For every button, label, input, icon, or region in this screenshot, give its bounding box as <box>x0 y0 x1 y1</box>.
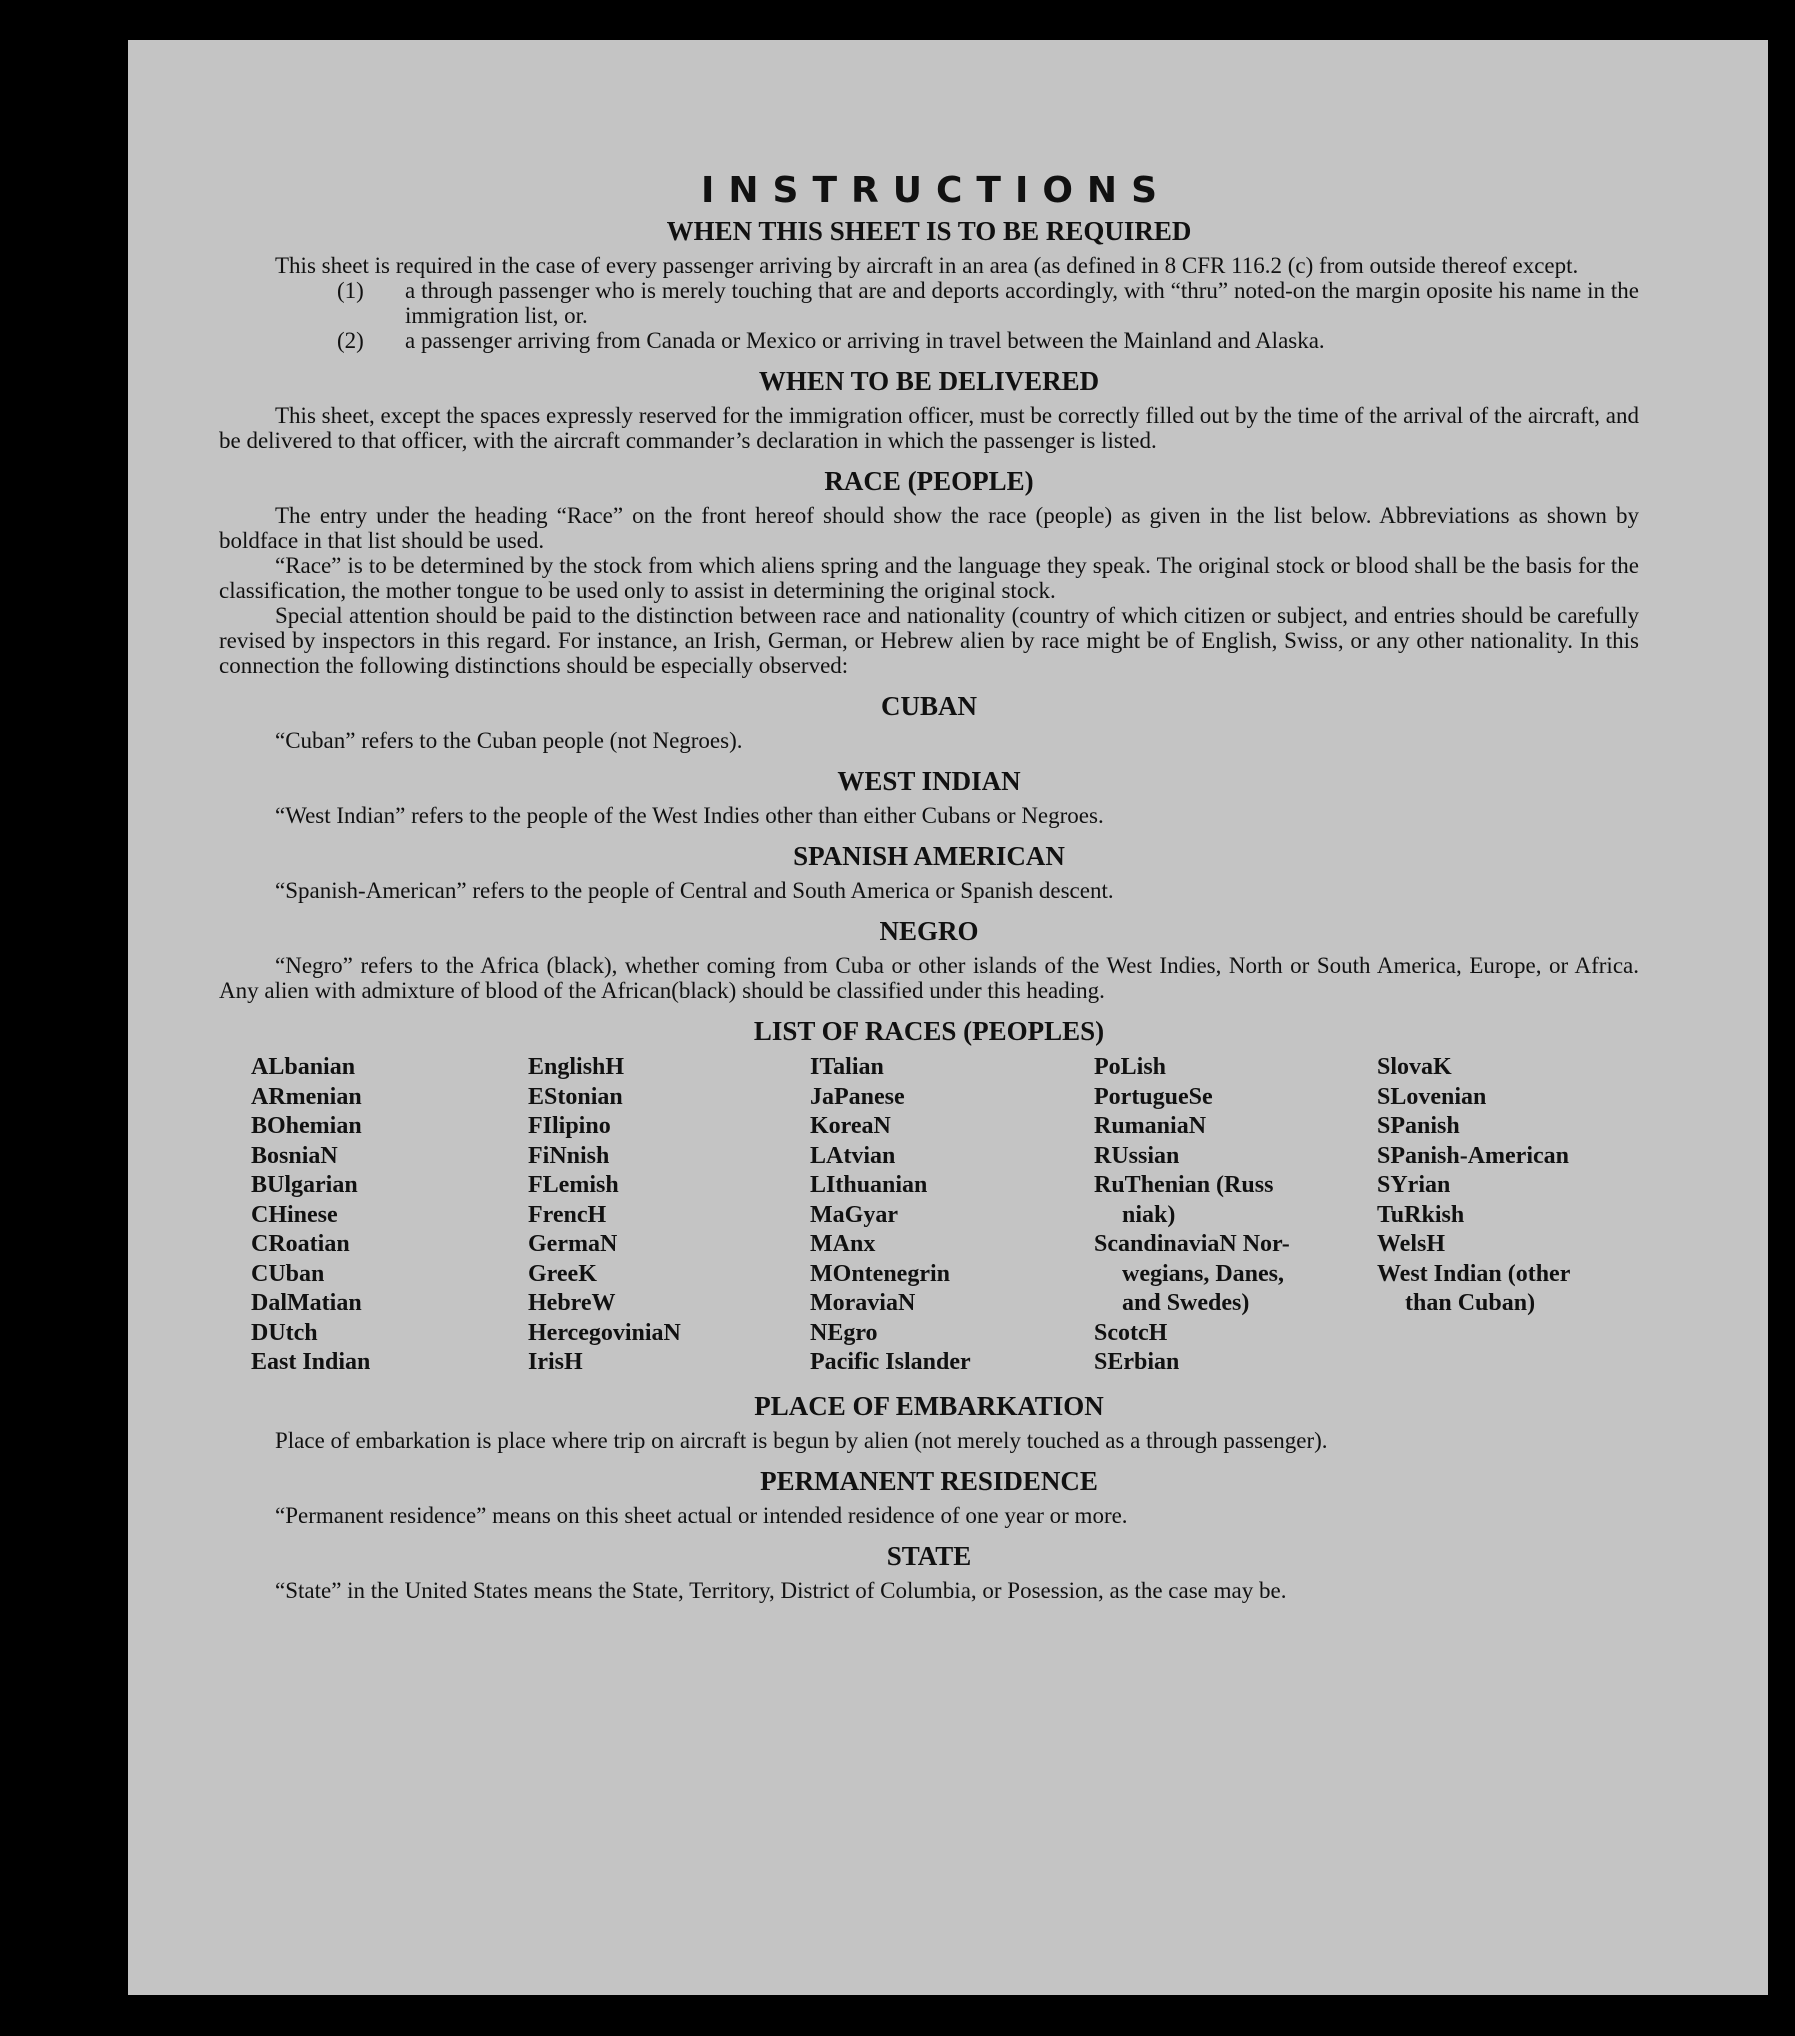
races-column <box>1377 1053 1637 1378</box>
races-list <box>251 1053 1639 1378</box>
race-entry: MAnx <box>810 1231 876 1257</box>
race-entry: FiNnish <box>528 1142 610 1169</box>
race-entry: HercegoviniaN <box>528 1319 681 1346</box>
race-entry: HebreW <box>528 1290 616 1316</box>
exception-text: a passenger arriving from Canada or Mexico or arriving in travel between the Mainland and Alaska. <box>405 328 1325 353</box>
race-paragraph: Special attention should be paid to the distinction between race and nationality (country of which citizen or subject, and entries should be carefully revised by inspectors in this regard. For instance, an Irish, German, or Hebrew alien by race might be of English, Swiss, or any other nationality. In this connection the following distinctions should be especially observed: <box>219 603 1639 678</box>
race-entry: WelsH <box>1377 1231 1446 1257</box>
race-entry-continued: than Cuban) <box>1405 1290 1536 1316</box>
race-entry: East Indian <box>251 1349 371 1375</box>
race-entry: SYrian <box>1377 1172 1451 1198</box>
when-required-heading: WHEN THIS SHEET IS TO BE REQUIRED <box>666 216 1192 246</box>
races-column <box>528 1053 810 1378</box>
west-indian-text: “West Indian” refers to the people of the West Indies other than either Cubans or Negroes. <box>275 803 1104 828</box>
race-entry: SErbian <box>1094 1349 1180 1375</box>
races-column <box>1094 1053 1377 1378</box>
negro-text: “Negro” refers to the Africa (black), whether coming from Cuba or other islands of the West Indies, North or South America, Europe, or Africa. Any alien with admixture of blood of the African(black) should be classified under this heading. <box>219 953 1639 1003</box>
race-entry: ITalian <box>810 1054 884 1080</box>
race-entry: PortugueSe <box>1094 1083 1213 1110</box>
exception-text: a through passenger who is merely touching that are and deports accordingly, with “thru” noted-on the margin oposite his name in the immigration list, or. <box>405 278 1639 328</box>
page-title: INSTRUCTIONS <box>701 170 1171 211</box>
when-delivered-text: This sheet, except the spaces expressly reserved for the immigration officer, must be correctly filled out by the time of the arrival of the aircraft, and be delivered to that officer, with the aircraft commander’s declaration in which the passenger is listed. <box>219 403 1639 453</box>
race-entry: LAtvian <box>810 1142 896 1169</box>
cuban-text: “Cuban” refers to the Cuban people (not Negroes). <box>275 728 743 753</box>
race-entry: TuRkish <box>1377 1201 1465 1228</box>
race-entry: BosniaN <box>251 1142 338 1169</box>
spanish-american-text: “Spanish-American” refers to the people of Central and South America or Spanish descent. <box>275 878 1114 903</box>
race-entry: GreeK <box>528 1260 597 1287</box>
race-entry: SlovaK <box>1377 1054 1452 1080</box>
race-entry: West Indian (other <box>1377 1260 1571 1287</box>
race-entry: KoreaN <box>810 1113 891 1139</box>
race-entry: CHinese <box>251 1201 338 1228</box>
race-entry-continued: wegians, Danes, <box>1122 1260 1285 1287</box>
races-column <box>810 1053 1094 1378</box>
race-entry: CUban <box>251 1260 325 1287</box>
exception-item <box>219 278 1639 328</box>
when-required-intro: This sheet is required in the case of every passenger arriving by aircraft in an area (as defined in 8 CFR 116.2 (c) from outside thereof except. <box>275 253 1579 278</box>
race-entry: ScandinaviaN Nor- <box>1094 1231 1290 1257</box>
race-entry: MoraviaN <box>810 1290 916 1316</box>
race-entry: PoLish <box>1094 1054 1167 1080</box>
race-entry: CRoatian <box>251 1231 350 1257</box>
race-entry-continued: niak) <box>1122 1201 1176 1228</box>
race-entry: ScotcH <box>1094 1319 1168 1346</box>
race-entry: Pacific Islander <box>810 1349 971 1375</box>
race-entry: IrisH <box>528 1349 583 1375</box>
race-entry: BUlgarian <box>251 1172 358 1198</box>
exception-number: (1) <box>337 278 364 303</box>
negro-heading: NEGRO <box>879 916 979 946</box>
state-text: “State” in the United States means the State, Territory, District of Columbia, or Posession, as the case may be. <box>275 1577 1287 1603</box>
embarkation-heading: PLACE OF EMBARKATION <box>754 1390 1104 1421</box>
when-delivered-heading: WHEN TO BE DELIVERED <box>758 366 1100 396</box>
exception-number: (2) <box>337 328 364 353</box>
residence-heading: PERMANENT RESIDENCE <box>760 1465 1098 1496</box>
race-entry: SLovenian <box>1377 1083 1487 1110</box>
races-column <box>251 1053 528 1378</box>
race-entry: FrencH <box>528 1201 607 1228</box>
race-entry: NEgro <box>810 1319 878 1346</box>
embarkation-text: Place of embarkation is place where trip on aircraft is begun by alien (not merely touched as a through passenger). <box>275 1427 1328 1453</box>
race-entry: MaGyar <box>810 1201 898 1228</box>
west-indian-heading: WEST INDIAN <box>837 766 1021 796</box>
race-entry: RUssian <box>1094 1142 1180 1169</box>
race-entry: LIthuanian <box>810 1172 928 1198</box>
residence-text: “Permanent residence” means on this sheet actual or intended residence of one year or more. <box>275 1502 1128 1528</box>
cuban-heading: CUBAN <box>880 691 977 721</box>
race-entry: SPanish-American <box>1377 1142 1569 1169</box>
race-paragraph: “Race” is to be determined by the stock from which aliens spring and the language they speak. The original stock or blood shall be the basis for the classification, the mother tongue to be used only to assist in determining the original stock. <box>219 553 1639 603</box>
race-entry: RuThenian (Russ <box>1094 1172 1274 1198</box>
race-entry: SPanish <box>1377 1113 1460 1139</box>
race-entry: MOntenegrin <box>810 1260 950 1287</box>
race-people-heading: RACE (PEOPLE) <box>824 466 1034 496</box>
exception-item <box>219 328 1639 353</box>
race-entry: GermaN <box>528 1231 618 1257</box>
race-entry: JaPanese <box>810 1083 905 1110</box>
race-paragraph: The entry under the heading “Race” on the front hereof should show the race (people) as given in the list below. Abbreviations as shown by boldface in that list should be used. <box>219 503 1639 553</box>
race-entry: EStonian <box>528 1083 623 1110</box>
race-entry: RumaniaN <box>1094 1113 1207 1139</box>
race-entry: BOhemian <box>251 1113 362 1139</box>
spanish-american-heading: SPANISH AMERICAN <box>793 841 1065 871</box>
race-entry: ARmenian <box>251 1083 362 1110</box>
race-entry: DUtch <box>251 1319 318 1346</box>
instructions-content <box>219 170 1639 1603</box>
list-of-races-heading: LIST OF RACES (PEOPLES) <box>753 1016 1105 1046</box>
race-entry: ALbanian <box>251 1054 356 1080</box>
race-entry-continued: and Swedes) <box>1122 1290 1250 1316</box>
race-entry: FLemish <box>528 1172 619 1198</box>
state-heading: STATE <box>886 1540 972 1571</box>
race-entry: EnglishH <box>528 1054 625 1080</box>
race-entry: DalMatian <box>251 1290 362 1316</box>
document-page <box>128 40 1768 1995</box>
race-entry: FIlipino <box>528 1113 611 1139</box>
